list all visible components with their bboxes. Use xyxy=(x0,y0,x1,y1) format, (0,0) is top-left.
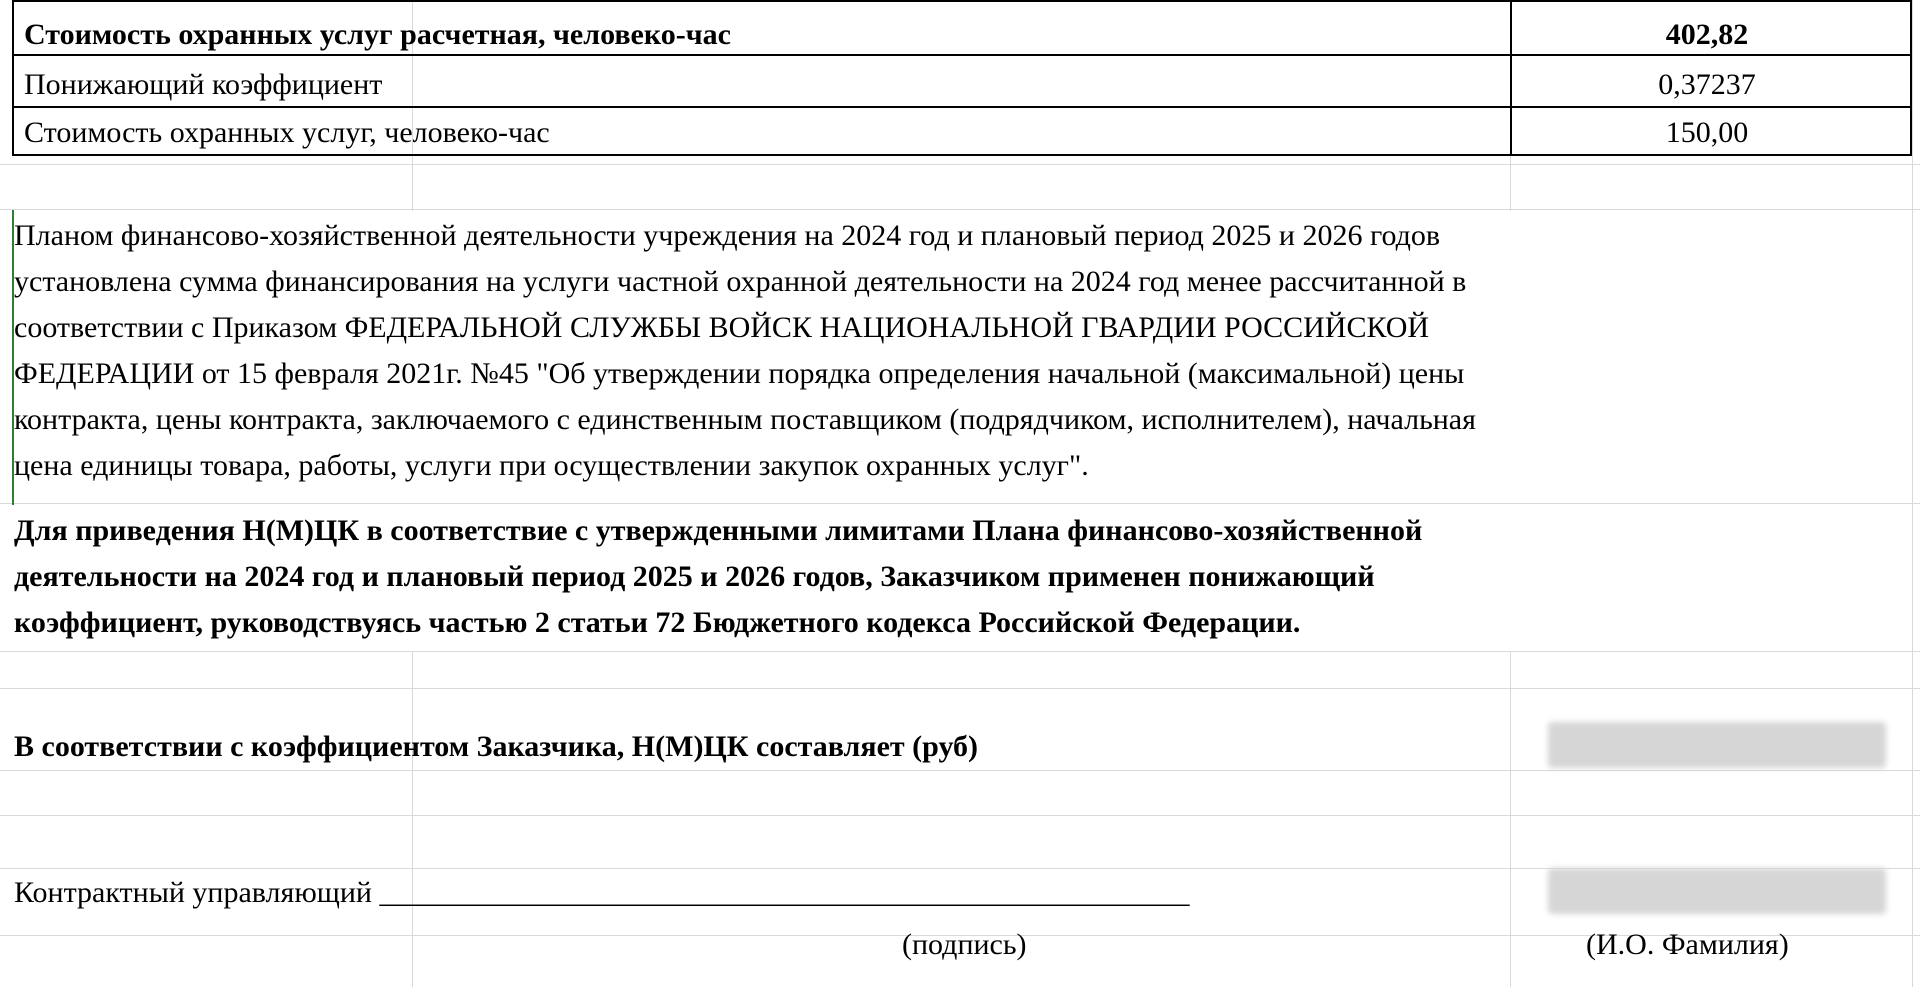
row-label: Понижающий коэффициент xyxy=(24,68,383,101)
paragraph-line: Для приведения Н(М)ЦК в соответствие с утвержденными лимитами Плана финансово-хозяйственной xyxy=(14,514,1423,547)
gridline xyxy=(1510,651,1511,987)
gridline xyxy=(1912,0,1913,987)
paragraph-line: установлена сумма финансирования на услуги частной охранной деятельности на 2024 год менее рассчитанной в xyxy=(14,265,1467,298)
explanation-paragraph[interactable] xyxy=(14,213,1914,489)
gridline xyxy=(0,164,1920,165)
row-label: Стоимость охранных услуг расчетная, человеко-час xyxy=(24,18,731,51)
paragraph-line: коэффициент, руководствуясь частью 2 статьи 72 Бюджетного кодекса Российской Федерации. xyxy=(14,606,1301,639)
signature-caption: (подпись) xyxy=(902,928,1027,961)
gridline xyxy=(0,688,1920,689)
coefficient-paragraph[interactable] xyxy=(14,508,1914,646)
row-value: 0,37237 xyxy=(1658,68,1756,101)
gridline xyxy=(0,815,1920,816)
paragraph-line: деятельности на 2024 год и плановый период 2025 и 2026 годов, Заказчиком применен понижающий xyxy=(14,560,1375,593)
gridline xyxy=(0,770,1920,771)
row-value: 150,00 xyxy=(1665,116,1749,149)
nmck-label[interactable]: В соответствии с коэффициентом Заказчика, Н(М)ЦК составляет (руб) xyxy=(14,730,979,763)
row-label: Стоимость охранных услуг, человеко-час xyxy=(24,116,550,149)
paragraph-line: контракта, цены контракта, заключаемого с единственным поставщиком (подрядчиком, исполнителем), начальная xyxy=(14,403,1476,436)
row-value: 402,82 xyxy=(1665,18,1749,51)
signature-label[interactable]: Контрактный управляющий ______________________________________________________ xyxy=(14,876,1190,909)
redacted-amount xyxy=(1548,722,1886,768)
redacted-name xyxy=(1548,868,1886,914)
gridline xyxy=(412,651,413,987)
paragraph-line: ФЕДЕРАЦИИ от 15 февраля 2021г. №45 "Об утверждении порядка определения начальной (максимальной) цены xyxy=(14,357,1465,390)
paragraph-line: цена единицы товара, работы, услуги при осуществлении закупок охранных услуг". xyxy=(14,449,1089,482)
gridline xyxy=(0,209,1920,210)
paragraph-line: Планом финансово-хозяйственной деятельности учреждения на 2024 год и плановый период 2025 и 2026 годов xyxy=(14,219,1441,252)
gridline xyxy=(0,651,1920,652)
paragraph-line: соответствии с Приказом ФЕДЕРАЛЬНОЙ СЛУЖБЫ ВОЙСК НАЦИОНАЛЬНОЙ ГВАРДИИ РОССИЙСКОЙ xyxy=(14,311,1430,344)
gridline xyxy=(0,503,1920,504)
name-caption: (И.О. Фамилия) xyxy=(1586,928,1789,961)
